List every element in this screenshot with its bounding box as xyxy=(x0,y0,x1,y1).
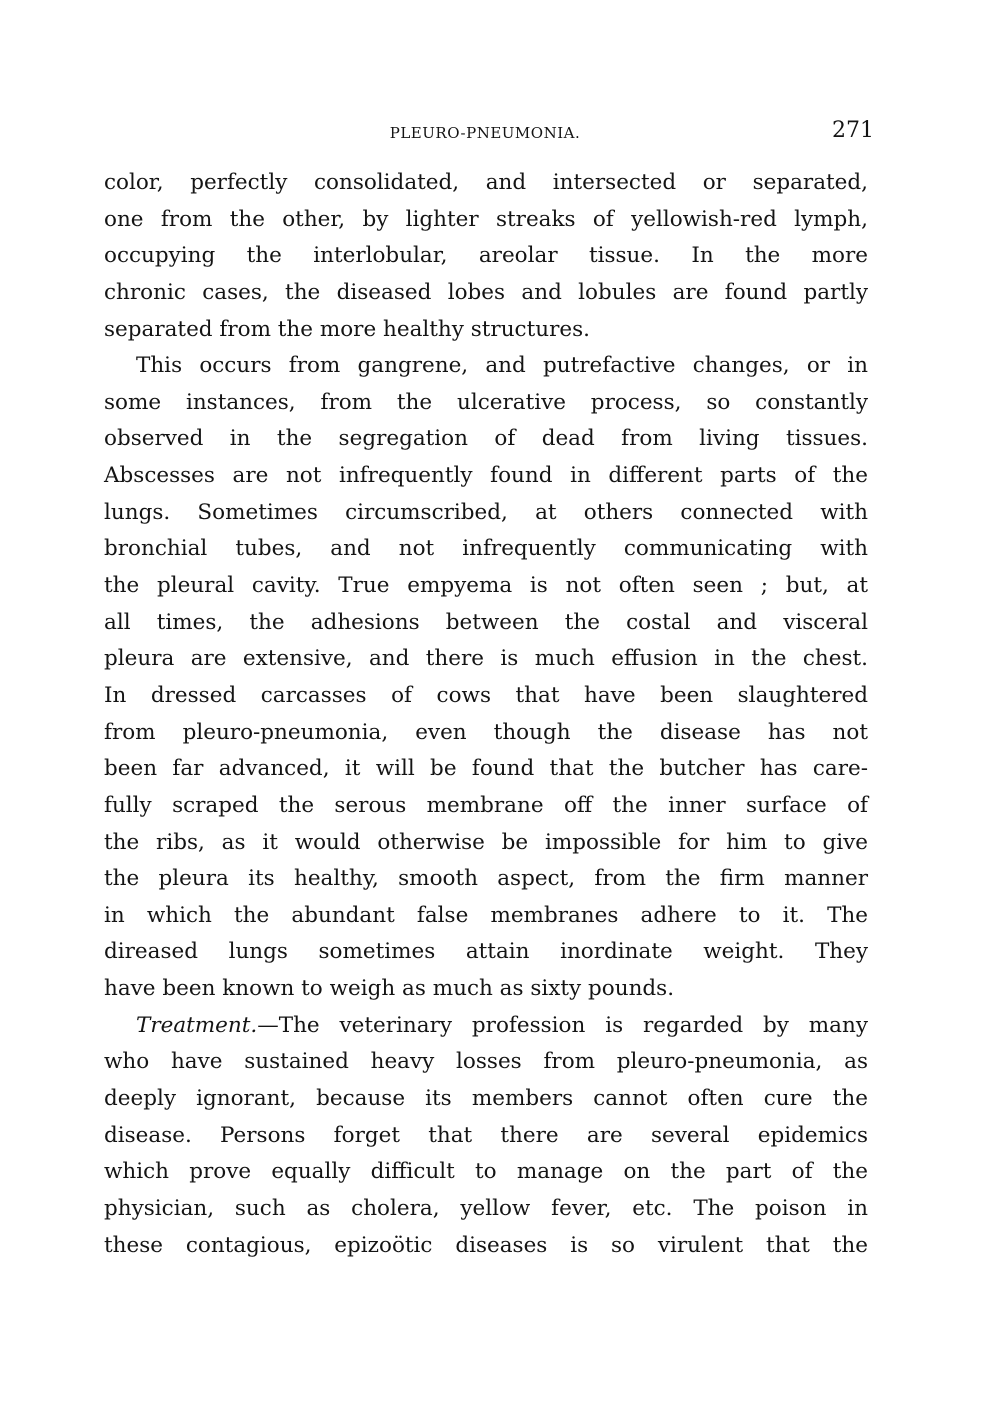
paragraph-1 xyxy=(104,165,868,348)
text-line: one from the other, by lighter streaks of yellowish-red lymph, xyxy=(104,206,868,232)
text-line: pleura are extensive, and there is much effusion in the chest. xyxy=(104,646,868,672)
text-line: direased lungs sometimes attain inordinate weight. They xyxy=(104,939,868,965)
text-line: bronchial tubes, and not infrequently communicating with xyxy=(104,536,868,562)
treatment-heading: Treatment. xyxy=(136,1012,258,1038)
text-line: which prove equally difficult to manage on the part of the xyxy=(104,1159,868,1185)
text-line: occupying the interlobular, areolar tissue. In the more xyxy=(104,243,868,269)
text-line: been far advanced, it will be found that the butcher has care- xyxy=(104,756,868,782)
text-line: This occurs from gangrene, and putrefactive changes, or in xyxy=(136,353,868,379)
text-line: in which the abundant false membranes adhere to it. The xyxy=(104,902,868,928)
text-line: the pleural cavity. True empyema is not often seen ; but, at xyxy=(104,573,868,599)
text-line: physician, such as cholera, yellow fever, etc. The poison in xyxy=(104,1195,868,1221)
text-line: who have sustained heavy losses from pleuro-pneumonia, as xyxy=(104,1049,868,1075)
text-line: separated from the more healthy structures. xyxy=(104,316,590,342)
text-line: the ribs, as it would otherwise be impossible for him to give xyxy=(104,829,868,855)
page-header xyxy=(102,118,874,148)
text-line: some instances, from the ulcerative process, so constantly xyxy=(104,389,868,415)
text-line: In dressed carcasses of cows that have been slaughtered xyxy=(104,682,868,708)
text-line: Abscesses are not infrequently found in different parts of the xyxy=(104,463,868,489)
text-line: observed in the segregation of dead from living tissues. xyxy=(104,426,868,452)
text-line: have been known to weigh as much as sixty pounds. xyxy=(104,976,675,1002)
text-line: color, perfectly consolidated, and intersected or separated, xyxy=(104,170,868,195)
paragraph-3 xyxy=(104,1008,868,1264)
text-line: disease. Persons forget that there are several epidemics xyxy=(104,1122,868,1148)
text-line: the pleura its healthy, smooth aspect, from the firm manner xyxy=(104,866,868,892)
body-text xyxy=(104,165,868,1264)
text-line: deeply ignorant, because its members cannot often cure the xyxy=(104,1086,868,1112)
text-line: from pleuro-pneumonia, even though the disease has not xyxy=(104,719,868,745)
page-number: 271 xyxy=(832,118,874,143)
running-title: PLEURO-PNEUMONIA. xyxy=(389,124,581,142)
text-line: all times, the adhesions between the costal and visceral xyxy=(104,609,868,635)
text-line: lungs. Sometimes circumscribed, at others connected with xyxy=(104,499,868,525)
text-line-lead xyxy=(104,1008,868,1045)
text-line: chronic cases, the diseased lobes and lobules are found partly xyxy=(104,279,868,305)
text-line: these contagious, epizoötic diseases is so virulent that the xyxy=(104,1232,868,1258)
paragraph-2 xyxy=(104,348,868,1008)
text-line-rest: —The veterinary profession is regarded by many xyxy=(257,1012,868,1038)
text-line: fully scraped the serous membrane off the inner surface of xyxy=(104,792,868,818)
